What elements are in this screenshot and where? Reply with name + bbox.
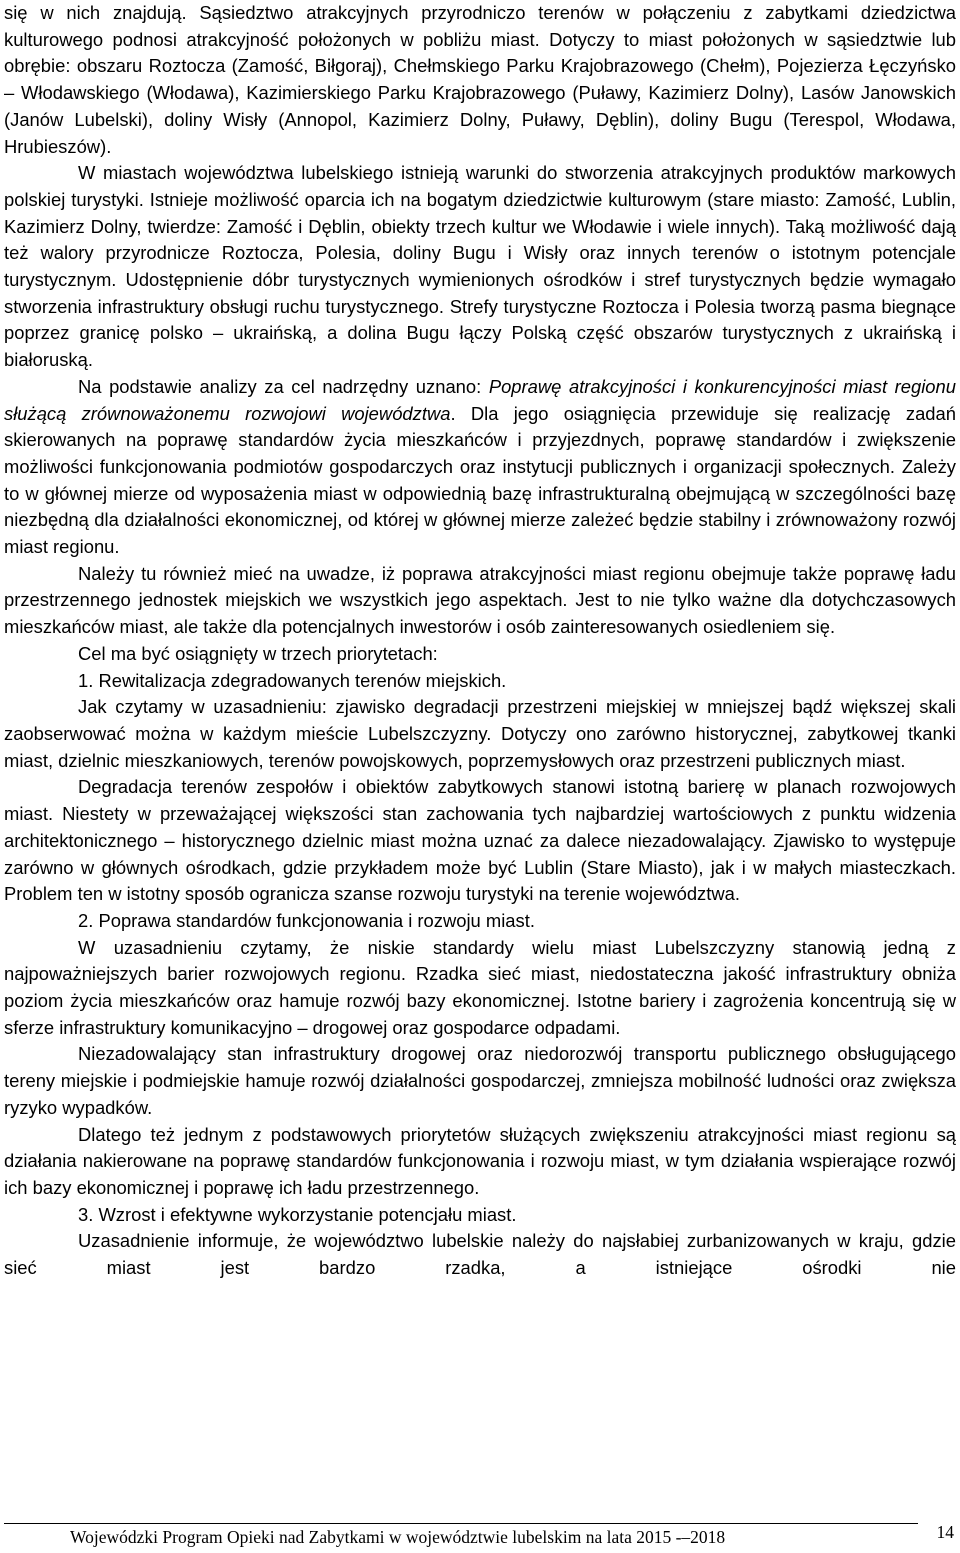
paragraph-9: Niezadowalający stan infrastruktury drogowej oraz niedorozwój transportu publicznego obsługującego tereny miejskie i podmiejskie hamuje rozwój działalności gospodarczej, zmniejsza mobilność ludności oraz zwiększa ryzyko wypadków. xyxy=(4,1043,956,1118)
paragraph-6: Jak czytamy w uzasadnieniu: zjawisko degradacji przestrzeni miejskiej w mniejszej bądź większej skali zaobserwować można w każdym mieście Lubelszczyzny. Dotyczy ono zarówno historycznej, zabytkowej tkanki miast, dzielnic mieszkaniowych, terenów powojskowych, poprzemysłowych oraz przestrzeni publicznych miast. xyxy=(4,696,956,771)
paragraph-4: Należy tu również mieć na uwadze, iż poprawa atrakcyjności miast regionu obejmuje także poprawę ładu przestrzennego jednostek miejskich we wszystkich jego aspektach. Jest to nie tylko ważne dla dotychczasowych mieszkańców miast, ale także dla potencjalnych inwestorów i osób zainteresowanych osiedleniem się. xyxy=(4,562,956,638)
page-number: 14 xyxy=(936,1522,954,1542)
priority-1-heading: 1. Rewitalizacja zdegradowanych terenów miejskich. xyxy=(78,669,507,691)
footer-divider xyxy=(4,1523,918,1524)
paragraph-7: Degradacja terenów zespołów i obiektów zabytkowych stanowi istotną barierę w planach rozwojowych miast. Niestety w przeważającej większości stan zachowania tych najbardziej wartościowych z punktu widzenia architektonicznego – historycznego dzielnic miast można uznać za dalece niezadowalający. Zjawisko to występuje zarówno w głównych ośrodkach, gdzie przykładem może być Lublin (Stare Miasto), jak i w małych miasteczkach. Problem ten w istotny sposób ogranicza szanse rozwoju turystyki na terenie województwa. xyxy=(4,776,956,905)
priority-2-heading: 2. Poprawa standardów funkcjonowania i rozwoju miast. xyxy=(78,909,535,931)
priorities-intro: Cel ma być osiągnięty w trzech priorytetach: xyxy=(78,642,438,664)
document-body xyxy=(4,0,956,1282)
paragraph-2: W miastach województwa lubelskiego istnieją warunki do stworzenia atrakcyjnych produktów markowych polskiej turystyki. Istnieje możliwość oparcia ich na bogatym dziedzictwie kulturowym (stare miasto: Zamość, Lublin, Kazimierz Dolny, twierdze: Zamość i Dęblin, obiekty trzech kultur we Włodawie i wiele innych). Taką możliwość dają też walory przyrodnicze Roztocza, Polesia, doliny Bugu i Wisły oraz innych terenów o istotnym potencjale turystycznym. Udostępnienie dóbr turystycznych wymienionych ośrodków i stref turystycznych będzie wymagało stworzenia infrastruktury obsługi ruchu turystycznego. Strefy turystyczne Roztocza i Polesia tworzą pasma biegnące poprzez granicę polsko – ukraińską, a dolina Bugu łączy Polską część obszarów turystycznych z ukraińską i białoruską. xyxy=(4,162,956,371)
page-footer xyxy=(0,1518,960,1553)
paragraph-8: W uzasadnieniu czytamy, że niskie standardy wielu miast Lubelszczyzny stanowią jedną z najpoważniejszych barier rozwojowych regionu. Rzadka sieć miast, niedostateczna jakość infrastruktury obniża poziom życia mieszkańców oraz hamuje rozwój bazy ekonomicznej. Istotne bariery i zagrożenia koncentrują się w sferze infrastruktury komunikacyjno – drogowej oraz gospodarce odpadami. xyxy=(4,936,956,1038)
main-goal-text: Poprawę atrakcyjności i konkurencyjności miast regionu służącą zrównoważonemu rozwojowi województwa xyxy=(4,375,956,424)
paragraph-10: Dlatego też jednym z podstawowych priorytetów służących zwiększeniu atrakcyjności miast regionu są działania nakierowane na poprawę standardów funkcjonowania i rozwoju miast, w tym działania wspierające rozwój ich bazy ekonomicznej i poprawę ich ładu przestrzennego. xyxy=(4,1123,956,1198)
paragraph-3 xyxy=(4,374,956,561)
paragraph-11: Uzasadnienie informuje, że województwo lubelskie należy do najsłabiej zurbanizowanych w kraju, gdzie sieć miast jest bardzo rzadka, a istniejące ośrodki nie xyxy=(4,1230,956,1279)
priority-3-heading: 3. Wzrost i efektywne wykorzystanie potencjału miast. xyxy=(78,1203,517,1225)
paragraph-3-intro: Na podstawie analizy za cel nadrzędny uznano: xyxy=(78,375,489,397)
footer-title: Wojewódzki Program Opieki nad Zabytkami w województwie lubelskim na lata 2015 -–2018 xyxy=(70,1527,726,1547)
paragraph-1: się w nich znajdują. Sąsiedztwo atrakcyjnych przyrodniczo terenów w połączeniu z zabytkami dziedzictwa kulturowego podnosi atrakcyjność położonych w pobliżu miast. Dotyczy to miast położonych w sąsiedztwie lub obrębie: obszaru Roztocza (Zamość, Biłgoraj), Chełmskiego Parku Krajobrazowego (Chełm), Pojezierza Łęczyńsko – Włodawskiego (Włodawa), Kazimierskiego Parku Krajobrazowego (Puławy, Kazimierz Dolny), Lasów Janowskich (Janów Lubelski), doliny Wisły (Annopol, Kazimierz Dolny, Puławy, Dęblin), doliny Bugu (Terespol, Włodawa, Hrubieszów). xyxy=(4,2,956,157)
paragraph-3-rest: . Dla jego osiągnięcia przewiduje się realizację zadań skierowanych na poprawę standardów życia mieszkańców i przyjezdnych, poprawę standardów i zwiększenie możliwości funkcjonowania podmiotów gospodarczych oraz instytucji publicznych i organizacji społecznych. Zależy to w głównej mierze od wyposażenia miast w odpowiednią bazę infrastrukturalną obejmującą w szczególności bazę niezbędną dla działalności ekonomicznej, od której w głównej mierze zależeć będzie stabilny i zrównoważony rozwój miast regionu. xyxy=(4,402,956,558)
